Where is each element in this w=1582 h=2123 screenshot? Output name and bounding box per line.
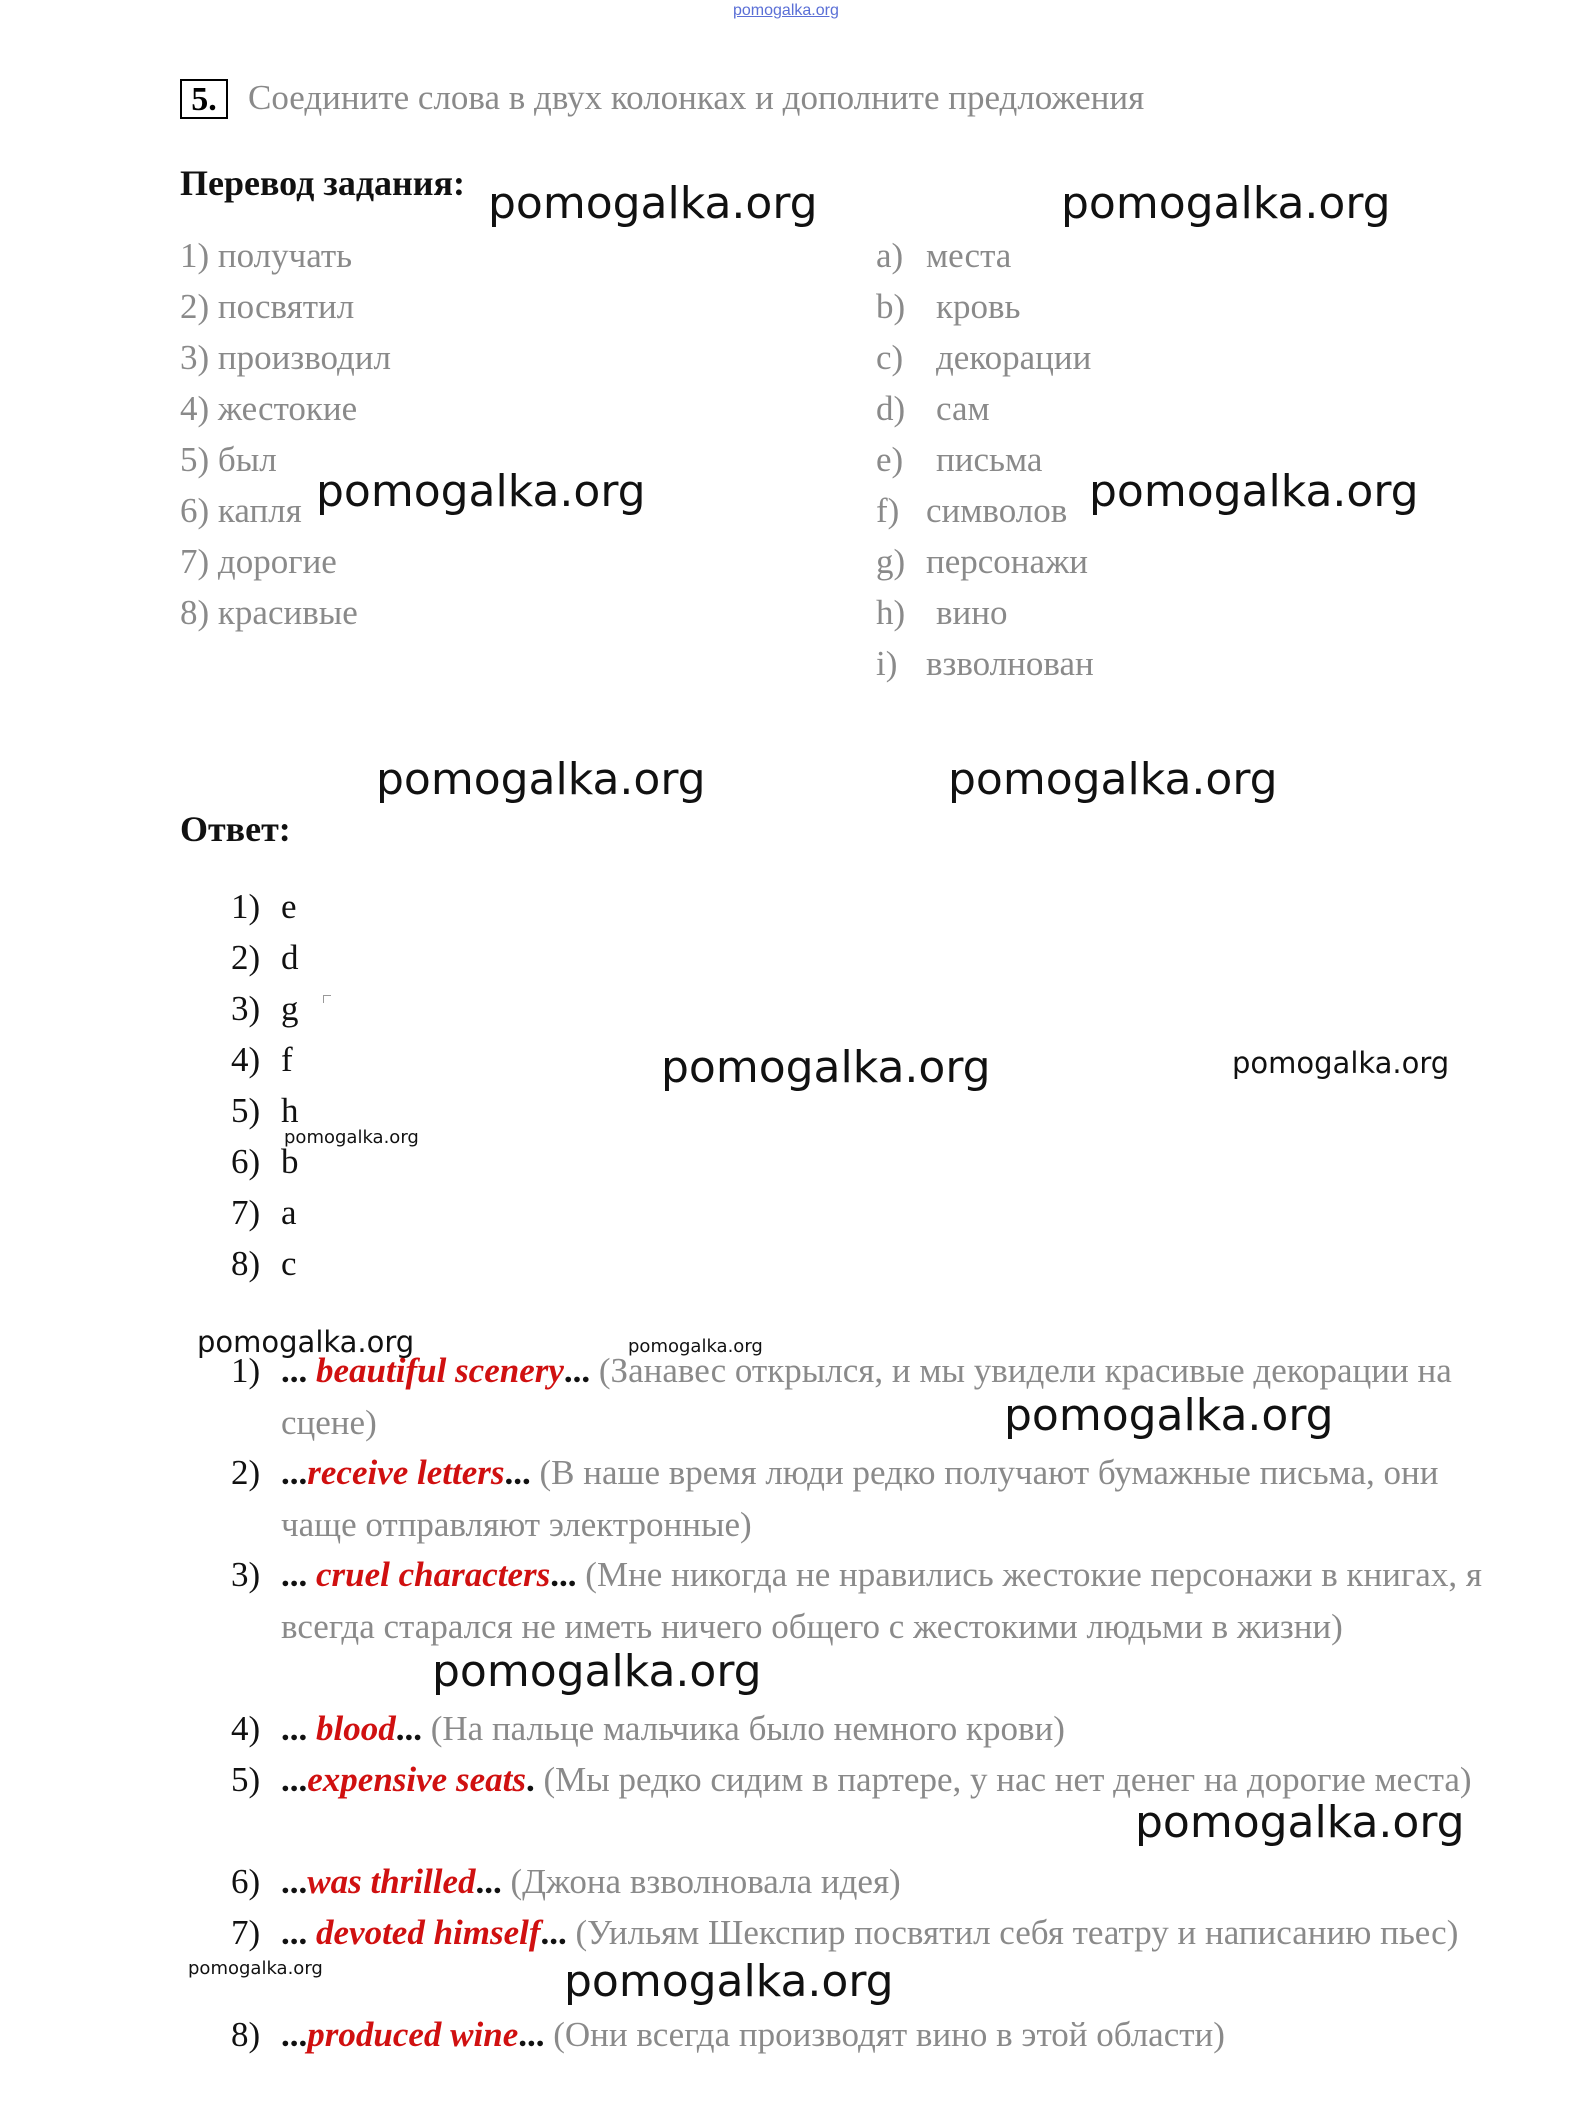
answer-number: 1) [231, 887, 261, 926]
item-word: производил [217, 338, 391, 377]
sentence-ellipsis: ... [518, 2015, 545, 2054]
answer-number: 5) [231, 1091, 261, 1130]
item-word: вино [936, 593, 1008, 632]
watermark: pomogalka.org [1004, 1390, 1334, 1441]
right-column-item [876, 338, 1091, 378]
answer-item [231, 989, 299, 1029]
answer-item [231, 938, 299, 978]
sentence-ellipsis: ... [475, 1862, 502, 1901]
answer-item [231, 1244, 297, 1284]
item-number: 8) [180, 593, 210, 632]
item-word: капля [217, 491, 302, 530]
sentence-translation: (В наше время люди редко получают бумажные письма, они чаще отправляют электронные) [281, 1453, 1439, 1544]
sentence-ellipsis: ... [281, 1760, 308, 1799]
item-number: 5) [180, 440, 210, 479]
sentence-ellipsis: ... [281, 1913, 316, 1952]
sentence-number: 8) [231, 2015, 261, 2054]
tick-mark [323, 995, 331, 1003]
item-number: 3) [180, 338, 210, 377]
translation-heading: Перевод задания: [180, 163, 465, 203]
answer-letter: h [281, 1091, 299, 1130]
left-column-item [180, 338, 391, 378]
watermark: pomogalka.org [376, 754, 706, 805]
watermark: pomogalka.org [488, 178, 818, 229]
sentence-ellipsis: ... [281, 1453, 308, 1492]
answer-number: 2) [231, 938, 261, 977]
sentence-translation: (Уильям Шекспир посвятил себя театру и написанию пьес) [566, 1913, 1459, 1952]
item-word: письма [936, 440, 1043, 479]
top-watermark-link[interactable]: pomogalka.org [733, 2, 839, 19]
item-word: посвятил [217, 287, 355, 326]
sentence-keyword: receive letters [307, 1453, 505, 1492]
sentence-number: 3) [231, 1555, 261, 1594]
item-letter: b) [876, 287, 906, 326]
item-number: 1) [180, 236, 210, 275]
watermark: pomogalka.org [188, 1958, 323, 1979]
item-letter: h) [876, 593, 906, 632]
item-word: дорогие [217, 542, 337, 581]
right-column-item [876, 593, 1008, 633]
watermark: pomogalka.org [1061, 178, 1391, 229]
item-number: 4) [180, 389, 210, 428]
answer-number: 7) [231, 1193, 261, 1232]
right-column-item [876, 236, 1011, 276]
sentence-ellipsis: ... [281, 1555, 316, 1594]
sentence-translation: (Джона взволновала идея) [501, 1862, 901, 1901]
left-column-item [180, 440, 277, 480]
answer-letter: d [281, 938, 299, 977]
sentence-ellipsis: ... [563, 1351, 591, 1390]
sentence-keyword: expensive seats [307, 1760, 526, 1799]
right-column-item [876, 440, 1042, 480]
sentence-ellipsis: ... [550, 1555, 577, 1594]
sentence-translation: (Мы редко сидим в партере, у нас нет денег на дорогие места) [534, 1760, 1472, 1799]
item-word: места [926, 236, 1012, 275]
sentence-number: 1) [231, 1351, 261, 1390]
answer-letter: e [281, 887, 297, 926]
sentence-keyword: blood [316, 1709, 396, 1748]
answer-item [231, 1040, 293, 1080]
sentence-keyword: beautiful scenery [316, 1351, 564, 1390]
left-column-item [180, 236, 352, 276]
item-letter: c) [876, 338, 904, 377]
answer-letter: c [281, 1244, 297, 1283]
sentence-keyword: produced wine [307, 2015, 519, 2054]
item-word: получать [217, 236, 353, 275]
watermark: pomogalka.org [948, 754, 1278, 805]
item-word: жестокие [217, 389, 358, 428]
item-letter: d) [876, 389, 906, 428]
item-letter: a) [876, 236, 904, 275]
item-word: взволнован [926, 644, 1094, 683]
sentence-translation: (Мне никогда не нравились жестокие персонажи в книгах, я всегда старался не иметь ничего общего с жестокими людьми в жизни) [281, 1555, 1482, 1646]
left-column-item [180, 593, 358, 633]
item-word: персонажи [926, 542, 1088, 581]
right-column-item [876, 644, 1094, 684]
item-word: сам [936, 389, 990, 428]
watermark: pomogalka.org [1135, 1797, 1465, 1848]
sentence-ellipsis: ... [281, 2015, 308, 2054]
sentence-number: 2) [231, 1453, 261, 1492]
item-letter: i) [876, 644, 898, 683]
item-word: символов [926, 491, 1068, 530]
answer-letter: b [281, 1142, 299, 1181]
watermark: pomogalka.org [432, 1646, 762, 1697]
right-column-item [876, 491, 1067, 531]
answer-number: 6) [231, 1142, 261, 1181]
sentence-ellipsis: ... [395, 1709, 422, 1748]
left-column-item [180, 287, 354, 327]
watermark: pomogalka.org [284, 1127, 419, 1148]
sentence-number: 5) [231, 1760, 261, 1799]
watermark: pomogalka.org [628, 1336, 763, 1357]
sentence-keyword: devoted himself [316, 1913, 541, 1952]
right-column-item [876, 542, 1088, 582]
answer-item [231, 1193, 297, 1233]
answer-number: 8) [231, 1244, 261, 1283]
sentence-ellipsis: ... [281, 1862, 308, 1901]
watermark: pomogalka.org [661, 1042, 991, 1093]
item-word: был [217, 440, 277, 479]
answer-number: 4) [231, 1040, 261, 1079]
sentence-number: 4) [231, 1709, 261, 1748]
answer-heading: Ответ: [180, 809, 291, 849]
watermark: pomogalka.org [1089, 466, 1419, 517]
item-word: красивые [217, 593, 358, 632]
watermark: pomogalka.org [1232, 1046, 1450, 1080]
answer-letter: g [281, 989, 299, 1028]
item-letter: e) [876, 440, 904, 479]
answer-letter: f [281, 1040, 293, 1079]
left-column-item [180, 542, 337, 582]
answer-item [231, 1091, 299, 1131]
task-number-box: 5. [180, 79, 228, 119]
sentence-ellipsis: ... [281, 1709, 316, 1748]
task-instruction: Соедините слова в двух колонках и дополните предложения [248, 78, 1145, 117]
item-letter: f) [876, 491, 900, 530]
sentence-translation: (На пальце мальчика было немного крови) [421, 1709, 1065, 1748]
answer-item [231, 1142, 299, 1182]
sentence-number: 7) [231, 1913, 261, 1952]
sentence-keyword: was thrilled [307, 1862, 476, 1901]
item-number: 7) [180, 542, 210, 581]
sentence-keyword: cruel characters [316, 1555, 551, 1594]
sentence-ellipsis: ... [504, 1453, 531, 1492]
sentence-ellipsis: ... [281, 1351, 316, 1390]
left-column-item [180, 389, 357, 429]
watermark: pomogalka.org [197, 1325, 415, 1359]
watermark: pomogalka.org [564, 1956, 894, 2007]
item-word: декорации [936, 338, 1092, 377]
answer-number: 3) [231, 989, 261, 1028]
right-column-item [876, 389, 990, 429]
answer-item [231, 887, 297, 927]
answer-letter: a [281, 1193, 297, 1232]
sentence-translation: (Они всегда производят вино в этой области) [544, 2015, 1225, 2054]
right-column-item [876, 287, 1021, 327]
item-letter: g) [876, 542, 906, 581]
sentence-ellipsis: . [525, 1760, 535, 1799]
item-word: кровь [936, 287, 1021, 326]
watermark: pomogalka.org [316, 466, 646, 517]
sentence-ellipsis: ... [540, 1913, 567, 1952]
sentence-translation: (Занавес открылся, и мы увидели красивые декорации на сцене) [281, 1351, 1452, 1442]
item-number: 6) [180, 491, 210, 530]
left-column-item [180, 491, 302, 531]
sentence-number: 6) [231, 1862, 261, 1901]
item-number: 2) [180, 287, 210, 326]
